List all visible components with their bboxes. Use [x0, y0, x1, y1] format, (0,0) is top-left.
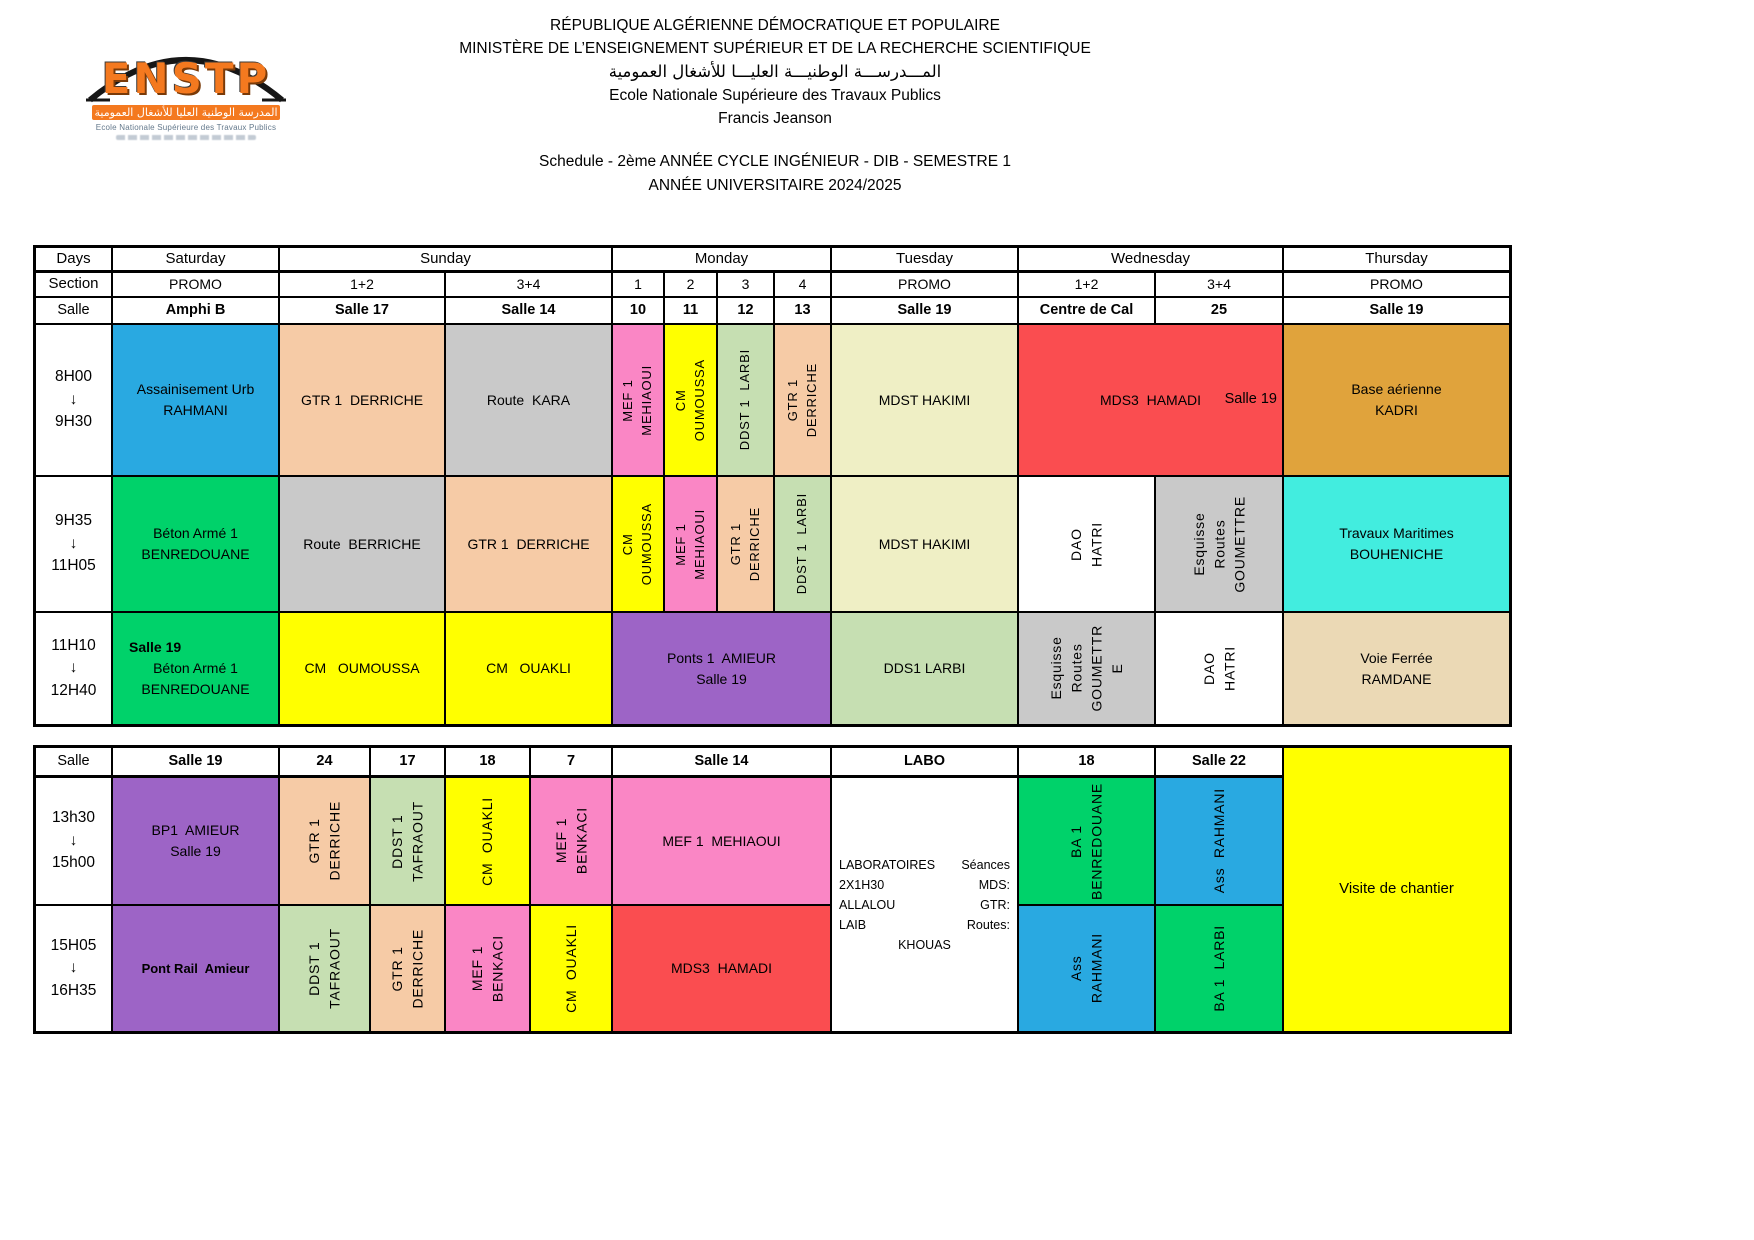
- time-1330: [35, 777, 112, 905]
- cell-line: Sunday: [420, 249, 471, 267]
- cell-line: DAO: [1200, 652, 1217, 685]
- slot-0800-monday-1: [612, 324, 664, 476]
- slot-1505-salle14: [612, 905, 831, 1032]
- cell-line: E: [1108, 663, 1125, 674]
- cell-line: 18: [479, 752, 496, 769]
- slot-0800-monday-4: [774, 324, 831, 476]
- cell-line: Béton Armé 1: [153, 660, 238, 676]
- slot-0935-wednesday-34: [1155, 476, 1283, 612]
- cell-line: 3+4: [516, 276, 541, 292]
- cell-line: Salle 19: [1369, 301, 1424, 318]
- cell-line: Base aérienne: [1351, 381, 1442, 397]
- cell-line: MDS3 HAMADI: [670, 960, 773, 976]
- salle-thursday: [1283, 297, 1510, 324]
- section-monday-4: [774, 272, 831, 297]
- cell-line: CM: [672, 389, 688, 411]
- slot-1330-col18: [445, 777, 530, 905]
- cell-line: GTR 1: [784, 378, 800, 422]
- cell-line: BENREDOUANE: [141, 546, 250, 562]
- slot-1330-wed-18: [1018, 777, 1155, 905]
- slot-1110-monday: [612, 612, 831, 725]
- cell-line: MEHIAOUI: [691, 508, 707, 580]
- cell-line: Thursday: [1365, 249, 1428, 267]
- cell-line: 9H30: [54, 413, 93, 431]
- cell-line: 1+2: [1074, 276, 1099, 292]
- salle-sunday-12: [279, 297, 445, 324]
- cell-line: DERRICHE: [326, 801, 343, 881]
- vertical-text: [387, 801, 428, 882]
- cell-line: GTR 1: [306, 818, 323, 864]
- cell-line: 1+2: [350, 276, 374, 292]
- cell-line: 3+4: [1207, 276, 1231, 292]
- slot-0935-monday-1: [612, 476, 664, 612]
- cell-line: HATRI: [1088, 521, 1105, 567]
- cell-line: KADRI: [1375, 402, 1418, 418]
- salle-label-2: [35, 747, 112, 777]
- salle2-salle-22: [1155, 747, 1283, 777]
- cell-line: GTR 1: [389, 945, 406, 992]
- cell-line: 16H35: [50, 981, 97, 999]
- vertical-text: [467, 935, 508, 1002]
- ministry-line: MINISTÈRE DE L’ENSEIGNEMENT SUPÉRIEUR ET DE LA RECHERCHE SCIENTIFIQUE: [459, 40, 1091, 57]
- cell-line: CM: [620, 533, 636, 555]
- slot-1505-col7: [530, 905, 612, 1032]
- cell-line: PROMO: [169, 276, 222, 292]
- slot-0935-wednesday-12: [1018, 476, 1155, 612]
- cell-line: Salle 22: [1191, 752, 1246, 769]
- salle2-col-7: [530, 747, 612, 777]
- slot-1110-tuesday: [831, 612, 1018, 725]
- vertical-text: [619, 365, 657, 436]
- cell-line: DDS1 LARBI: [883, 660, 966, 676]
- cell-line: BA 1 LARBI: [1210, 925, 1227, 1012]
- section-monday-2: [664, 272, 717, 297]
- cell-line: 15H05: [50, 936, 97, 954]
- cell-line: 17: [399, 752, 416, 769]
- slot-0800-thursday: [1283, 324, 1510, 476]
- salle-tuesday: [831, 297, 1018, 324]
- slot-1505-salle22: [1155, 905, 1283, 1032]
- cell-line: Wednesday: [1111, 249, 1190, 267]
- slot-1110-sunday-34: [445, 612, 612, 725]
- cell-line: ↓: [69, 831, 78, 849]
- slot-1330-salle22: [1155, 777, 1283, 905]
- cell-line: GOUMETTR: [1088, 625, 1105, 712]
- slot-0935-saturday: [112, 476, 279, 612]
- section-label: [35, 272, 112, 297]
- cell-line: Ass RAHMANI: [1210, 788, 1227, 894]
- cell-line: 9H35: [54, 512, 93, 530]
- cell-line: Esquisse: [1190, 512, 1207, 576]
- cell-line: BA 1: [1068, 824, 1085, 858]
- vertical-text: [1209, 788, 1229, 893]
- time-1110: [35, 612, 112, 725]
- salle-wednesday-12: [1018, 297, 1155, 324]
- salle-wednesday-34: [1155, 297, 1283, 324]
- day-wednesday: [1018, 247, 1283, 272]
- section-wednesday-12: [1018, 272, 1155, 297]
- vertical-text: [727, 507, 765, 581]
- cell-line: BENKACI: [489, 934, 506, 1003]
- republic-line: RÉPUBLIQUE ALGÉRIENNE DÉMOCRATIQUE ET POPULAIRE: [550, 17, 1000, 34]
- cell-line: DAO: [1068, 527, 1085, 561]
- cell-line: 15h00: [51, 854, 96, 872]
- labo-row: KHOUAS: [898, 937, 951, 952]
- cell-line: Salle: [57, 752, 90, 769]
- cell-line: CM OUAKLI: [562, 924, 579, 1013]
- cell-line: DERRICHE: [409, 928, 426, 1009]
- vertical-text: [477, 797, 497, 886]
- cell-line: 13: [794, 301, 811, 318]
- slot-1330-col24: [279, 777, 370, 905]
- section-sunday-34: [445, 272, 612, 297]
- cell-line: RAHMANI: [163, 402, 228, 418]
- time-1505: [35, 905, 112, 1032]
- cell-line: DDST 1: [389, 813, 406, 869]
- cell-line: Pont Rail Amieur: [141, 960, 250, 976]
- cell-line: Salle: [57, 301, 90, 318]
- logo-arabic-name: المدرسة الوطنية العليا للأشغال العمومية: [92, 105, 280, 120]
- salle2-salle-14: [612, 747, 831, 777]
- cell-line: Days: [56, 249, 91, 267]
- cell-line: 11H05: [51, 557, 96, 575]
- cell-line: BP1 AMIEUR: [151, 822, 240, 838]
- day-tuesday: [831, 247, 1018, 272]
- cell-line: 18: [1078, 752, 1095, 769]
- cell-line: Tuesday: [896, 249, 953, 267]
- school-name-line: Ecole Nationale Supérieure des Travaux Publics: [609, 87, 941, 104]
- vertical-text: [619, 503, 657, 585]
- cell-line: MEF 1: [552, 818, 569, 864]
- cell-line: HATRI: [1221, 646, 1237, 691]
- cell-line: Salle 19: [168, 752, 223, 769]
- labo-text-block: [832, 855, 1017, 955]
- cell-line: PROMO: [1370, 276, 1423, 292]
- cell-line: Ponts 1 AMIEUR: [667, 649, 776, 666]
- vertical-text: [1066, 522, 1107, 567]
- cell-line: DDST 1 LARBI: [737, 349, 753, 451]
- cell-line: DDST 1: [306, 941, 323, 996]
- logo-subtitle: Ecole Nationale Supérieure des Travaux Publics: [95, 123, 277, 132]
- labo-row: LAIB Routes:: [839, 917, 1010, 932]
- salle-monday-4: [774, 297, 831, 324]
- cell-line: Route BERRICHE: [303, 535, 421, 552]
- day-monday: [612, 247, 831, 272]
- vertical-text: [672, 509, 710, 580]
- salle-saturday: [112, 297, 279, 324]
- cell-line: Esquisse: [1047, 636, 1064, 701]
- slot-0935-monday-2: [664, 476, 717, 612]
- slot-0800-wednesday: [1018, 324, 1283, 476]
- cell-line: Section: [48, 275, 99, 293]
- slot-1505-col24: [279, 905, 370, 1032]
- cell-line: Monday: [694, 249, 749, 267]
- salle-monday-1: [612, 297, 664, 324]
- cell-line: LABO: [903, 752, 946, 769]
- cell-line: 1: [634, 276, 642, 292]
- vertical-text: [784, 363, 822, 437]
- slot-0935-monday-4: [774, 476, 831, 612]
- section-monday-3: [717, 272, 774, 297]
- cell-line: OUMOUSSA: [691, 358, 707, 442]
- cell-line: Assainisement Urb: [136, 381, 255, 397]
- cell-line: BOUHENICHE: [1349, 546, 1444, 562]
- slot-0935-tuesday: [831, 476, 1018, 612]
- slot-thursday-visite-de-chantier: [1283, 747, 1510, 1032]
- slot-1110-wednesday-12: [1018, 612, 1155, 725]
- slot-0800-tuesday: [831, 324, 1018, 476]
- slot-1110-saturday: [112, 612, 279, 725]
- slot-0935-monday-3: [717, 476, 774, 612]
- schedule-title: [345, 150, 1205, 198]
- vertical-text: [793, 493, 812, 594]
- labo-row: ALLALOU GTR:: [839, 897, 1010, 912]
- schedule-title-line1: Schedule - 2ème ANNÉE CYCLE INGÉNIEUR - DIB - SEMESTRE 1: [538, 153, 1012, 170]
- cell-line: BENREDOUANE: [1088, 782, 1105, 900]
- cell-line: Visite de chantier: [1339, 880, 1454, 898]
- section-monday-1: [612, 272, 664, 297]
- vertical-text: [304, 928, 345, 1009]
- labo-row: 2X1H30 MDS:: [839, 877, 1010, 892]
- slot-1505-wed-18: [1018, 905, 1155, 1032]
- cell-line: MEF 1: [672, 522, 688, 566]
- cell-line: Salle 14: [694, 752, 749, 769]
- vertical-text: [304, 801, 345, 881]
- slot-0800-saturday: [112, 324, 279, 476]
- cell-line: MDST HAKIMI: [878, 535, 971, 552]
- cell-line: MEF 1: [620, 378, 636, 422]
- vertical-text: [736, 349, 755, 450]
- slot-1505-col17: [370, 905, 445, 1032]
- cell-line: 24: [316, 752, 333, 769]
- day-sunday: [279, 247, 612, 272]
- cell-line: ↓: [69, 534, 78, 552]
- cell-line: Salle 19: [897, 301, 952, 318]
- salle2-saturday: [112, 747, 279, 777]
- slot-0800-sunday-34: [445, 324, 612, 476]
- vertical-text: [1066, 933, 1107, 1003]
- school-arabic-line: المـــدرســـة الوطنيـــة العليـــا للأشغال العمومية: [608, 62, 942, 81]
- cell-line: OUMOUSSA: [639, 502, 654, 586]
- labo-row: LABORATOIRES Séances: [839, 857, 1010, 872]
- institution-header: [345, 14, 1205, 130]
- enstp-logo: [86, 36, 286, 146]
- slot-0935-sunday-12: [279, 476, 445, 612]
- vertical-text: [1046, 625, 1127, 712]
- slot-1330-col17: [370, 777, 445, 905]
- timetable-afternoon: [33, 745, 1512, 1034]
- day-thursday: [1283, 247, 1510, 272]
- cell-line: Voie Ferrée: [1360, 649, 1433, 666]
- logo-subtitle-2: [116, 135, 256, 140]
- cell-line: GOUMETTRE: [1231, 495, 1248, 593]
- logo-acronym: ENSTP: [101, 54, 271, 103]
- vertical-text: [561, 924, 581, 1013]
- cell-line: TAFRAOUT: [409, 800, 426, 882]
- slot-1330-saturday: [112, 777, 279, 905]
- cell-line: Travaux Maritimes: [1339, 525, 1454, 541]
- section-saturday: [112, 272, 279, 297]
- cell-line: Route KARA: [486, 391, 571, 408]
- salle2-col-18: [445, 747, 530, 777]
- cell-line: 11H10: [51, 636, 96, 654]
- cell-line: MDST HAKIMI: [878, 391, 971, 408]
- cell-line: 2: [686, 276, 695, 292]
- salle-note: Salle 19: [1224, 391, 1277, 408]
- cell-line: Routes: [1068, 643, 1085, 694]
- cell-line: 13h30: [51, 809, 96, 827]
- section-sunday-12: [279, 272, 445, 297]
- vertical-text: [551, 807, 592, 874]
- slot-1505-saturday: [112, 905, 279, 1032]
- days-header: [35, 247, 112, 272]
- cell-line: Ass: [1068, 955, 1085, 982]
- slot-1110-thursday: [1283, 612, 1510, 725]
- cell-line: 12H40: [50, 681, 97, 699]
- cell-line: GTR 1 DERRICHE: [467, 535, 590, 552]
- cell-line: GTR 1: [727, 522, 743, 566]
- cell-line: TAFRAOUT: [326, 928, 343, 1009]
- salle-label: [35, 297, 112, 324]
- cell-line: DDST 1 LARBI: [794, 493, 810, 595]
- salle2-col-17: [370, 747, 445, 777]
- cell-line: 10: [629, 301, 647, 318]
- cell-line: 11: [682, 301, 699, 318]
- slot-1330-salle14: [612, 777, 831, 905]
- vertical-text: [1189, 496, 1250, 593]
- slot-1505-col18: [445, 905, 530, 1032]
- cell-line: CM OUMOUSSA: [304, 660, 420, 676]
- cell-line: RAMDANE: [1361, 670, 1432, 687]
- cell-line: Centre de Cal: [1039, 301, 1134, 318]
- cell-line: 3: [741, 276, 750, 292]
- slot-0800-monday-3: [717, 324, 774, 476]
- slot-0800-sunday-12: [279, 324, 445, 476]
- slot-0935-thursday: [1283, 476, 1510, 612]
- timetable-morning: [33, 245, 1512, 727]
- vertical-text: [672, 359, 710, 441]
- vertical-text: [1199, 646, 1240, 691]
- day-saturday: [112, 247, 279, 272]
- cell-line: GTR 1 DERRICHE: [300, 391, 424, 408]
- salle2-wed-18: [1018, 747, 1155, 777]
- cell-line: Salle 14: [501, 301, 556, 318]
- section-tuesday: [831, 272, 1018, 297]
- cell-line: Salle 17: [334, 301, 389, 318]
- vertical-text: [1209, 925, 1229, 1012]
- salle2-col-24: [279, 747, 370, 777]
- schedule-title-line2: ANNÉE UNIVERSITAIRE 2024/2025: [648, 177, 902, 194]
- cell-line: RAHMANI: [1088, 933, 1105, 1004]
- salle2-labo: [831, 747, 1018, 777]
- cell-line: MEF 1 MEHIAOUI: [662, 832, 781, 849]
- campus-line: Francis Jeanson: [718, 110, 832, 127]
- cell-line: Saturday: [165, 249, 226, 267]
- cell-line: 12: [737, 301, 754, 318]
- cell-line: DERRICHE: [803, 362, 819, 438]
- cell-line: 8H00: [54, 368, 93, 386]
- time-0800: [35, 324, 112, 476]
- cell-line: Salle 19: [696, 670, 747, 687]
- cell-line: ↓: [69, 659, 78, 677]
- cell-line: BENREDOUANE: [141, 681, 250, 697]
- slot-0935-sunday-34: [445, 476, 612, 612]
- cell-line: MEHIAOUI: [639, 364, 654, 436]
- cell-line: ↓: [69, 959, 78, 977]
- section-thursday: [1283, 272, 1510, 297]
- slot-1330-col7: [530, 777, 612, 905]
- cell-line: MDS3 HAMADI: [1099, 391, 1202, 408]
- cell-line: PROMO: [898, 276, 951, 292]
- slot-0800-monday-2: [664, 324, 717, 476]
- slot-1110-sunday-12: [279, 612, 445, 725]
- cell-line: Routes: [1210, 519, 1227, 569]
- salle-sunday-34: [445, 297, 612, 324]
- cell-line: Amphi B: [165, 301, 226, 318]
- cell-line: 4: [798, 276, 807, 292]
- cell-line: 7: [566, 752, 576, 769]
- salle-monday-2: [664, 297, 717, 324]
- section-wednesday-34: [1155, 272, 1283, 297]
- vertical-text: [1066, 783, 1107, 900]
- vertical-text: [387, 929, 428, 1009]
- cell-line: Salle 19: [129, 639, 182, 655]
- cell-line: Salle 19: [170, 843, 221, 859]
- cell-line: BENKACI: [573, 807, 589, 875]
- cell-line: 25: [1210, 301, 1228, 318]
- cell-line: MEF 1: [469, 945, 486, 992]
- cell-line: CM OUAKLI: [486, 660, 571, 676]
- slot-1110-wednesday-34: [1155, 612, 1283, 725]
- time-0935: [35, 476, 112, 612]
- cell-line: CM OUAKLI: [479, 796, 496, 886]
- cell-line: DERRICHE: [746, 506, 762, 582]
- cell-line: ↓: [69, 390, 78, 408]
- cell-line: Béton Armé 1: [153, 525, 238, 541]
- slot-labo-info: [831, 777, 1018, 1032]
- salle-monday-3: [717, 297, 774, 324]
